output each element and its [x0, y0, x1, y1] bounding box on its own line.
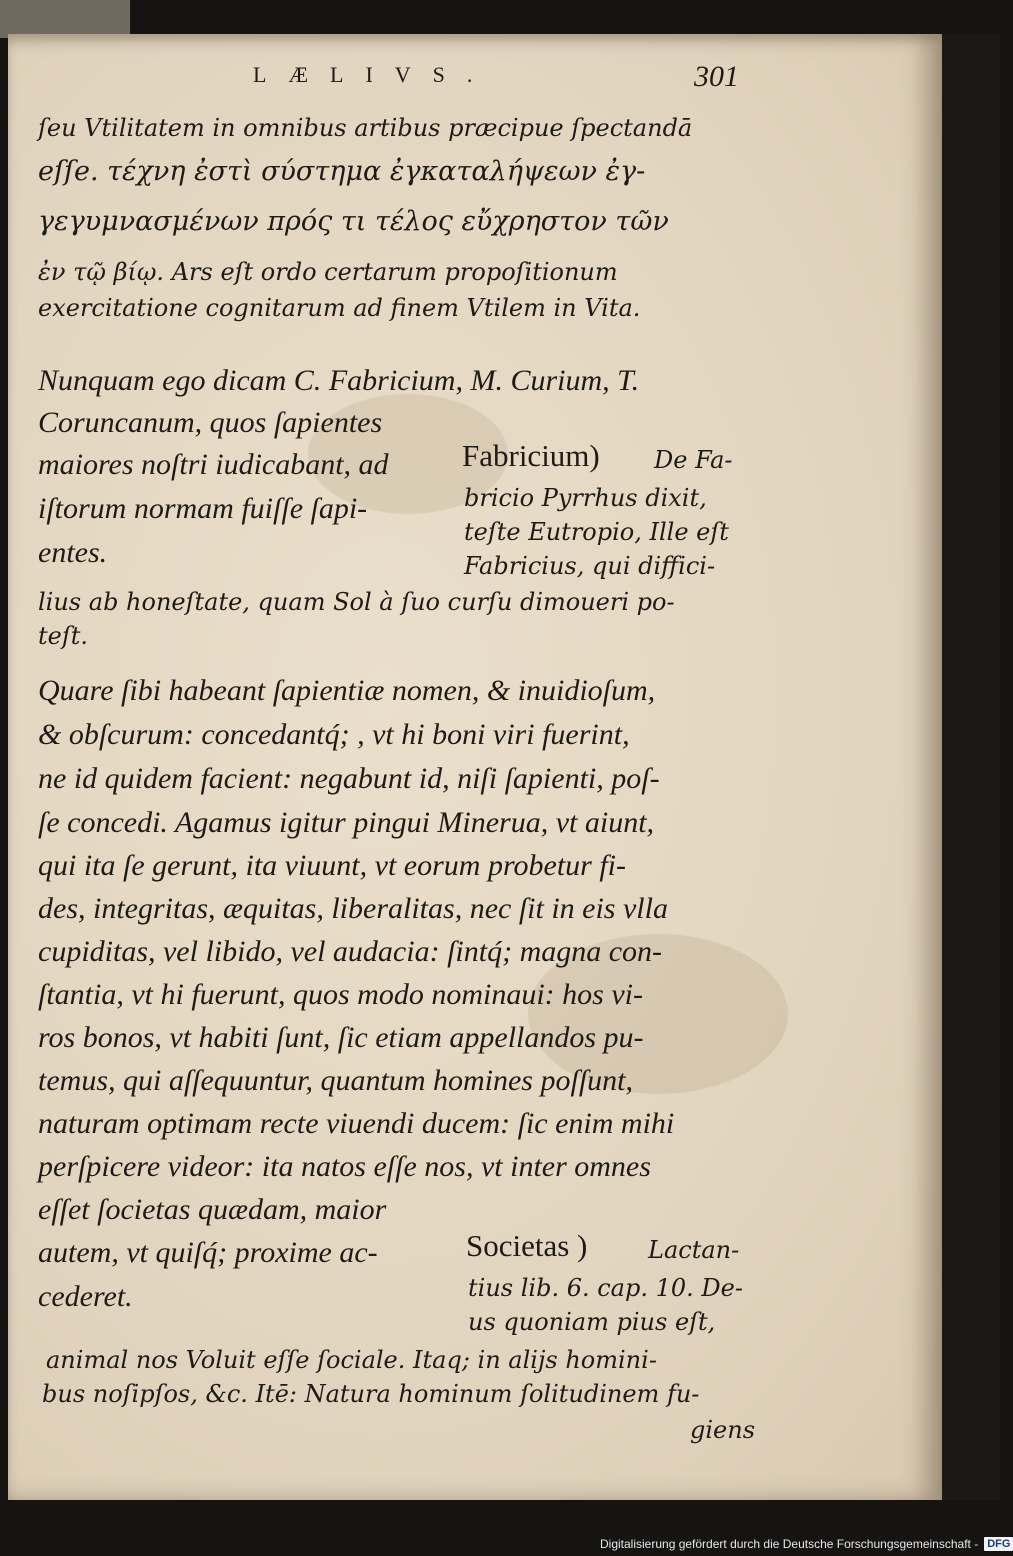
note-line: Fabricius, qui diffici- [464, 552, 716, 580]
book-edge-top [0, 0, 130, 38]
commentary-line: eſſe. τέχνη ἐστὶ σύστημα ἐγκαταλήψεων ἐγ- [38, 156, 646, 187]
note-line: animal nos Voluit eſſe ſociale. Itaq; in alijs homini- [46, 1346, 657, 1374]
dfg-logo: DFG [984, 1537, 1013, 1551]
commentary-line: exercitatione cognitarum ad finem Vtilem in Vita. [38, 294, 641, 322]
note-line: bus noſipſos, &c. Itē: Natura hominum ſolitudinem fu- [42, 1380, 700, 1408]
text-line: qui ita ſe gerunt, ita viuunt, vt eorum probetur fi- [38, 849, 626, 882]
text-line: maiores noſtri iudicabant, ad [38, 448, 389, 481]
running-title: LÆLIVS. [253, 62, 495, 87]
book-edge-right [942, 34, 1000, 1500]
text-line: ſtantia, vt hi fuerunt, quos modo nominaui: hos vi- [38, 978, 643, 1011]
note-line: De Fa- [654, 446, 733, 474]
footer-credit [600, 1534, 1013, 1554]
text-line: ne id quidem facient: negabunt id, niſi ſapienti, poſ- [38, 762, 660, 795]
text-line: cederet. [38, 1280, 133, 1313]
note-line: teſte Eutropio, Ille eſt [464, 518, 729, 546]
text-line: Coruncanum, quos ſapientes [38, 406, 383, 439]
footer-text: Digitalisierung gefördert durch die Deutsche Forschungsgemeinschaft - [600, 1537, 979, 1551]
text-line: naturam optimam recte viuendi ducem: ſic enim mihi [38, 1107, 675, 1140]
text-line: temus, qui aſſequuntur, quantum homines poſſunt, [38, 1064, 633, 1097]
text-line: iſtorum normam fuiſſe ſapi- [38, 492, 368, 525]
note-lemma: Societas ) [466, 1228, 588, 1263]
commentary-line: ſeu Vtilitatem in omnibus artibus præcipue ſpectandā [38, 114, 693, 142]
note-line: giens [690, 1416, 756, 1444]
note-line: tius lib. 6. cap. 10. De- [468, 1274, 743, 1302]
text-line: & obſcurum: concedantq́; , vt hi boni viri fuerint, [38, 718, 630, 751]
text-line: Quare ſibi habeant ſapientiæ nomen, & inuidioſum, [38, 674, 656, 707]
commentary-line: γεγυμνασμένων πρός τι τέλος εὔχρηστον τῶν [38, 206, 669, 237]
text-line: autem, vt quiſq́; proxime ac- [38, 1236, 378, 1269]
commentary-line: ἐν τῷ βίῳ. Ars eſt ordo certarum propoſitionum [38, 258, 618, 286]
note-line: Lactan- [648, 1236, 740, 1264]
note-line: bricio Pyrrhus dixit, [464, 484, 707, 512]
text-line: ros bonos, vt habiti ſunt, ſic etiam appellandos pu- [38, 1021, 644, 1054]
text-line: entes. [38, 536, 108, 569]
page-number: 301 [694, 60, 739, 93]
text-line: des, integritas, æquitas, liberalitas, nec ſit in eis vlla [38, 892, 668, 925]
note-lemma: Fabricium) [462, 438, 600, 473]
note-line: lius ab honeſtate, quam Sol à ſuo curſu dimoueri po- [38, 588, 675, 616]
note-line: us quoniam pius eſt, [468, 1308, 716, 1336]
text-line: Nunquam ego dicam C. Fabricium, M. Curium, T. [38, 364, 640, 397]
text-line: perſpicere videor: ita natos eſſe nos, vt inter omnes [38, 1150, 651, 1183]
text-line: cupiditas, vel libido, vel audacia: ſintq́; magna con- [38, 935, 663, 968]
text-line: eſſet ſocietas quædam, maior [38, 1193, 387, 1226]
scanned-page [8, 34, 942, 1500]
text-line: ſe concedi. Agamus igitur pingui Minerua, vt aiunt, [38, 806, 655, 839]
note-line: teſt. [38, 622, 89, 650]
